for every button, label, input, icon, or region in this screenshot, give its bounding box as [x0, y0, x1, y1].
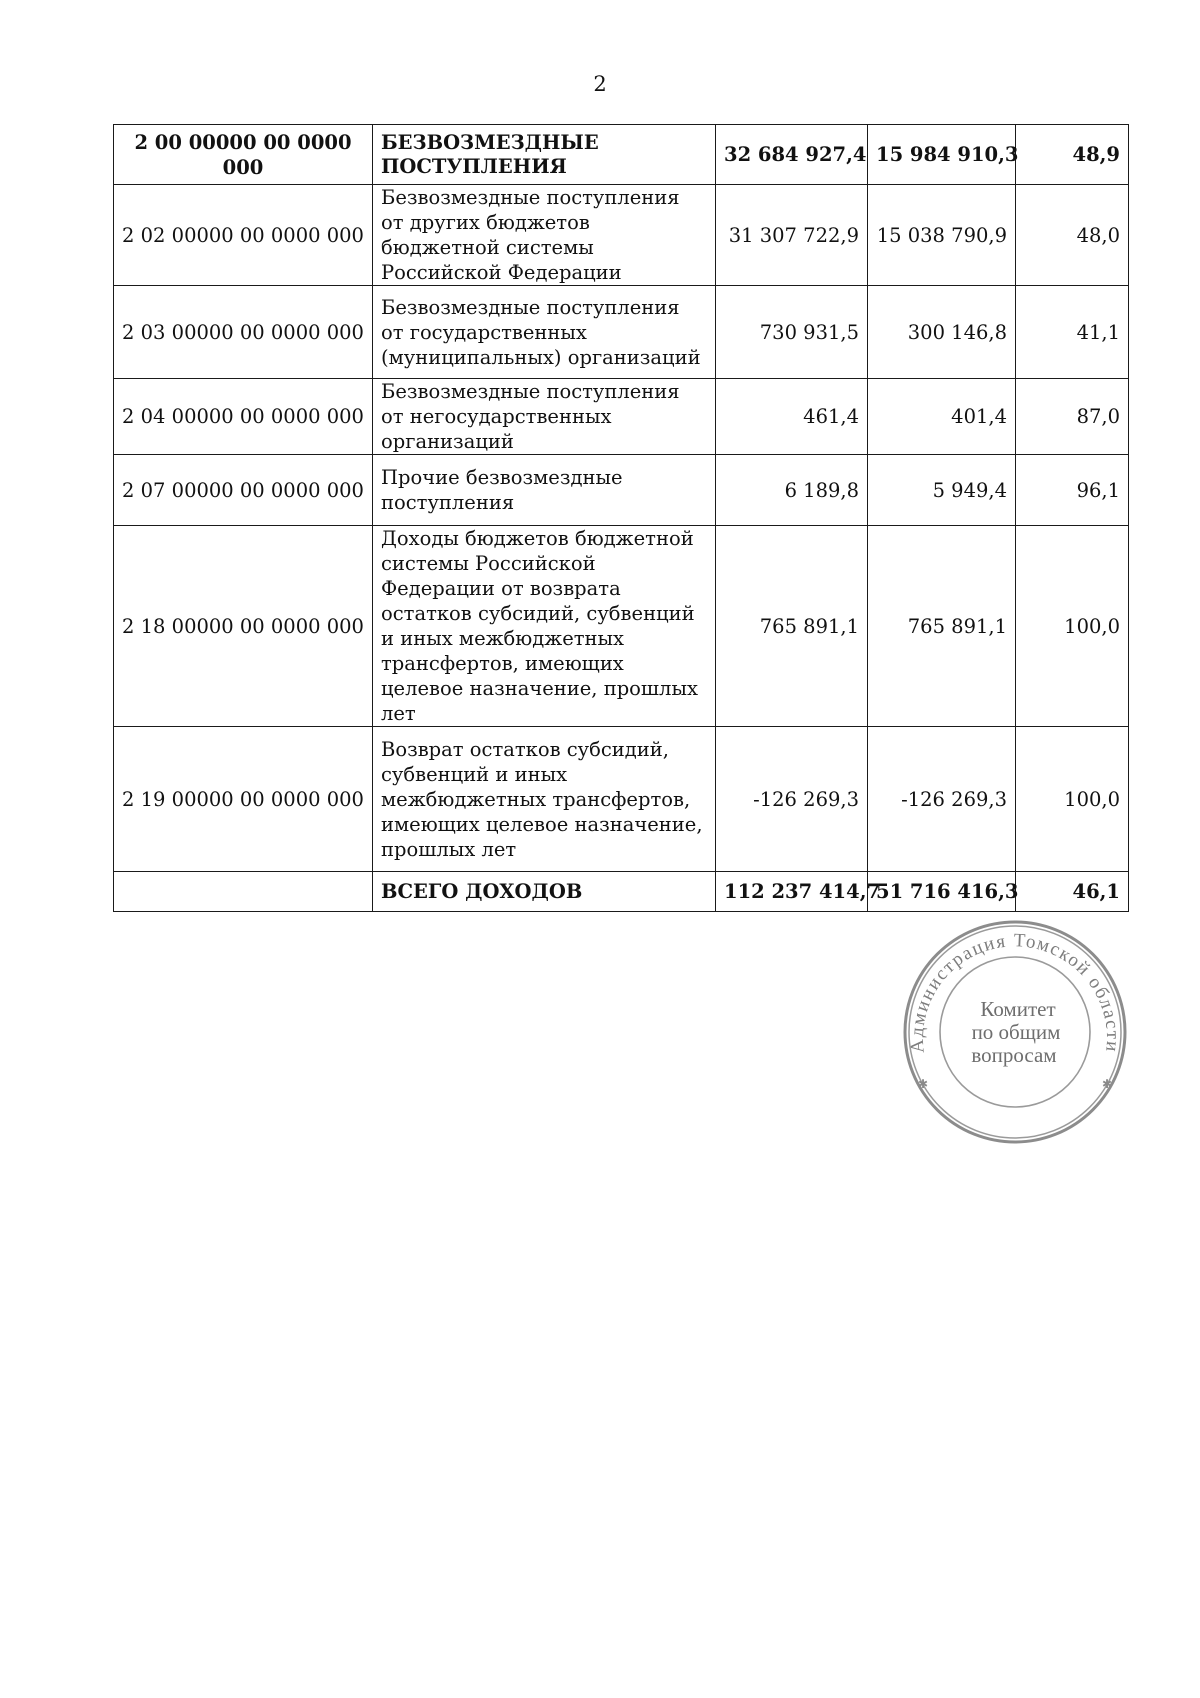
- plan-amount: 31 307 722,9: [716, 185, 868, 286]
- revenue-table: [113, 124, 1129, 912]
- svg-text:Администрация Томской области: Администрация Томской области: [906, 930, 1124, 1054]
- table-row: [114, 455, 1129, 526]
- budget-code: 2 19 00000 00 0000 000: [114, 727, 373, 872]
- budget-code: [114, 872, 373, 912]
- svg-text:✱: ✱: [917, 1077, 929, 1091]
- budget-code: 2 02 00000 00 0000 000: [114, 185, 373, 286]
- revenue-name: Безвозмездные поступления от негосударственных организаций: [373, 379, 716, 455]
- executed-amount: 300 146,8: [868, 286, 1016, 379]
- budget-code: 2 18 00000 00 0000 000: [114, 526, 373, 727]
- budget-code: 2 04 00000 00 0000 000: [114, 379, 373, 455]
- revenue-name: ВСЕГО ДОХОДОВ: [373, 872, 716, 912]
- plan-amount: 112 237 414,7: [716, 872, 868, 912]
- table-row-total: [114, 872, 1129, 912]
- executed-amount: 5 949,4: [868, 455, 1016, 526]
- execution-percent: 96,1: [1016, 455, 1129, 526]
- budget-code: 2 03 00000 00 0000 000: [114, 286, 373, 379]
- execution-percent: 46,1: [1016, 872, 1129, 912]
- svg-text:✱: ✱: [1101, 1077, 1113, 1091]
- svg-text:вопросам: вопросам: [971, 1043, 1057, 1067]
- table-row: [114, 125, 1129, 185]
- plan-amount: 32 684 927,4: [716, 125, 868, 185]
- execution-percent: 100,0: [1016, 727, 1129, 872]
- svg-text:по общим: по общим: [971, 1020, 1061, 1044]
- executed-amount: -126 269,3: [868, 727, 1016, 872]
- execution-percent: 100,0: [1016, 526, 1129, 727]
- svg-text:Комитет: Комитет: [980, 997, 1056, 1021]
- revenue-name: БЕЗВОЗМЕЗДНЫЕ ПОСТУПЛЕНИЯ: [373, 125, 716, 185]
- executed-amount: 15 984 910,3: [868, 125, 1016, 185]
- plan-amount: 6 189,8: [716, 455, 868, 526]
- plan-amount: 730 931,5: [716, 286, 868, 379]
- executed-amount: 15 038 790,9: [868, 185, 1016, 286]
- plan-amount: 461,4: [716, 379, 868, 455]
- plan-amount: 765 891,1: [716, 526, 868, 727]
- execution-percent: 41,1: [1016, 286, 1129, 379]
- execution-percent: 48,9: [1016, 125, 1129, 185]
- table-row: [114, 286, 1129, 379]
- executed-amount: 401,4: [868, 379, 1016, 455]
- revenue-name: Безвозмездные поступления от государственных (муниципальных) организаций: [373, 286, 716, 379]
- table-row: [114, 727, 1129, 872]
- table-row: [114, 185, 1129, 286]
- execution-percent: 87,0: [1016, 379, 1129, 455]
- official-stamp: [903, 920, 1127, 1144]
- plan-amount: -126 269,3: [716, 727, 868, 872]
- revenue-name: Доходы бюджетов бюджетной системы Российской Федерации от возврата остатков субсидий, субвенций и иных межбюджетных трансфертов, имеющих целевое назначение, прошлых лет: [373, 526, 716, 727]
- execution-percent: 48,0: [1016, 185, 1129, 286]
- budget-code: 2 07 00000 00 0000 000: [114, 455, 373, 526]
- executed-amount: 765 891,1: [868, 526, 1016, 727]
- budget-code: 2 00 00000 00 0000 000: [114, 125, 373, 185]
- table-row: [114, 379, 1129, 455]
- revenue-name: Возврат остатков субсидий, субвенций и иных межбюджетных трансфертов, имеющих целевое назначение, прошлых лет: [373, 727, 716, 872]
- page-number: 2: [593, 72, 607, 96]
- revenue-name: Безвозмездные поступления от других бюджетов бюджетной системы Российской Федерации: [373, 185, 716, 286]
- executed-amount: 51 716 416,3: [868, 872, 1016, 912]
- revenue-name: Прочие безвозмездные поступления: [373, 455, 716, 526]
- table-row: [114, 526, 1129, 727]
